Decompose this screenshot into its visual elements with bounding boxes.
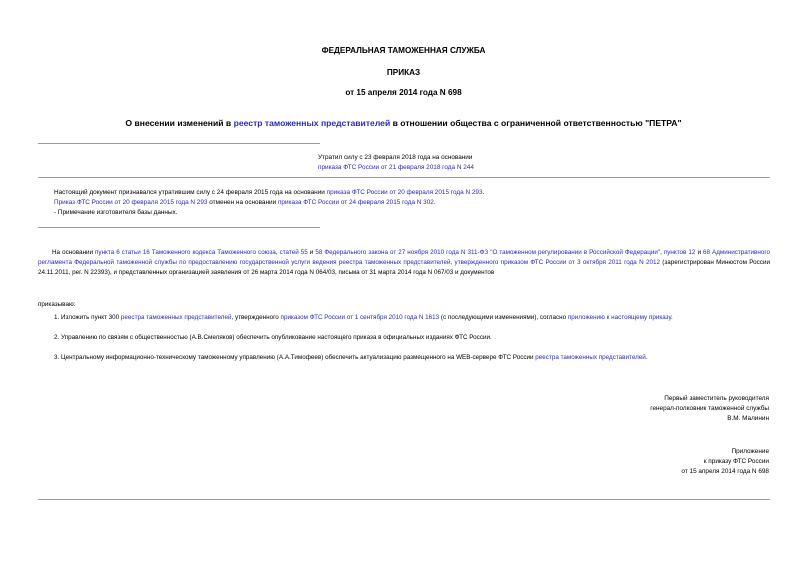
basis-link-reglament[interactable]: 68 Административного регламента Федеральной таможенной службы по предоставлению государственной услуги ведения реестра таможенных представителей, утвержденного приказом ФТС России от 3 октября 2011 года N 2012 — [38, 249, 771, 266]
notice-order-293-link-2[interactable]: Приказ ФТС России от 20 февраля 2015 года N 293 — [54, 199, 208, 206]
notice-line-3: - Примечание изготовителя базы данных. — [54, 209, 178, 216]
notice-order-302-link[interactable]: приказа ФТС России от 24 февраля 2015 года N 302 — [277, 199, 434, 206]
divider — [38, 227, 320, 228]
notice-block — [54, 188, 774, 218]
appendix-date: от 15 апреля 2014 года N 698 — [681, 468, 769, 475]
divider — [38, 499, 770, 500]
item1-order-1613-link[interactable]: приказом ФТС России от 1 сентября 2010 года N 1613 — [280, 314, 440, 321]
status-repeal-link[interactable]: приказа ФТС России от 21 февраля 2018 года N 244 — [318, 164, 474, 171]
appendix-title: Приложение — [731, 448, 769, 455]
signature-name: В.М. Малинин — [727, 415, 769, 422]
item-3: 3. Центральному информационно-техническому таможенному управлению (А.А.Тимофеев) обеспечить актуализацию размещенного на WEB-сервере ФТС России реестра таможенных представителей. — [54, 354, 648, 361]
doc-type: ПРИКАЗ — [386, 68, 421, 77]
item3-registry-link[interactable]: реестра таможенных представителей — [535, 354, 646, 361]
title-pre: О внесении изменений в — [125, 118, 234, 128]
signature-block — [470, 394, 769, 424]
title-post: в отношении общества с ограниченной ответственностью "ПЕТРА" — [390, 118, 682, 128]
notice-line-2: Приказ ФТС России от 20 февраля 2015 года N 293 отменен на основании приказа ФТС России от 24 февраля 2015 года N 302. — [54, 199, 436, 206]
basis-link-p12[interactable]: пунктов 12 — [663, 249, 696, 256]
notice-line-1: Настоящий документ признавался утратившим силу с 24 февраля 2015 года на основании приказа ФТС России от 20 февраля 2015 года N 293. — [54, 189, 485, 196]
item-1: 1. Изложить пункт 300 реестра таможенных представителей, утвержденного приказом ФТС России от 1 сентября 2010 года N 1613 (с последующими изменениями), согласно приложению к настоящему приказу. — [54, 314, 673, 321]
signature-title: Первый заместитель руководителя — [664, 395, 769, 402]
agency-name: ФЕДЕРАЛЬНАЯ ТАМОЖЕННАЯ СЛУЖБА — [321, 46, 486, 55]
item1-appendix-link[interactable]: приложению к настоящему приказу — [567, 314, 672, 321]
appendix-block — [470, 447, 769, 477]
item1-registry-link[interactable]: реестра таможенных представителей — [120, 314, 232, 321]
order-word: приказываю: — [38, 301, 76, 308]
divider — [38, 143, 320, 144]
status-line: Утратил силу с 23 февраля 2018 года на основании — [318, 154, 473, 161]
basis-link-fz311[interactable]: 58 Федерального закона от 27 ноября 2010 года N 311-ФЗ "О таможенном регулировании в Российской Федерации" — [315, 249, 661, 256]
item-2: 2. Управлению по связям с общественностью (А.В.Смеляков) обеспечить опубликование настоящего приказа в официальных изданиях ФТС России. — [54, 334, 492, 341]
appendix-ref: к приказу ФТС России — [703, 458, 769, 465]
title-registry-link[interactable]: реестр таможенных представителей — [233, 118, 391, 128]
doc-date-number: от 15 апреля 2014 года N 698 — [345, 88, 462, 97]
basis-link-customs-code[interactable]: пункта 6 статьи 16 Таможенного кодекса Таможенного союза — [95, 249, 276, 256]
divider — [38, 177, 770, 178]
notice-order-293-link[interactable]: приказа ФТС России от 20 февраля 2015 года N 293 — [326, 189, 483, 196]
page-title — [0, 118, 807, 128]
basis-link-art55[interactable]: статей 55 — [279, 249, 308, 256]
signature-rank: генерал-полковник таможенной службы — [650, 405, 769, 412]
basis-paragraph: На основании пункта 6 статьи 16 Таможенного кодекса Таможенного союза, статей 55 и 58 Федерального закона от 27 ноября 2010 года N 311-ФЗ "О таможенном регулировании в Российской Федерации", пунктов 12 и 68 Административного регламента Федеральной таможенной службы по предоставлению государственной услуги ведения реестра таможенных представителей, утвержденного приказом ФТС России от 3 октября 2011 года N 2012 (зарегистрирован Минюстом России 24.11.2011, рег. N 22393), и представленных организацией заявления от 26 марта 2014 года N 064/03, письма от 31 марта 2014 года N 067/03 и документов — [38, 249, 771, 276]
status-block — [318, 153, 618, 173]
